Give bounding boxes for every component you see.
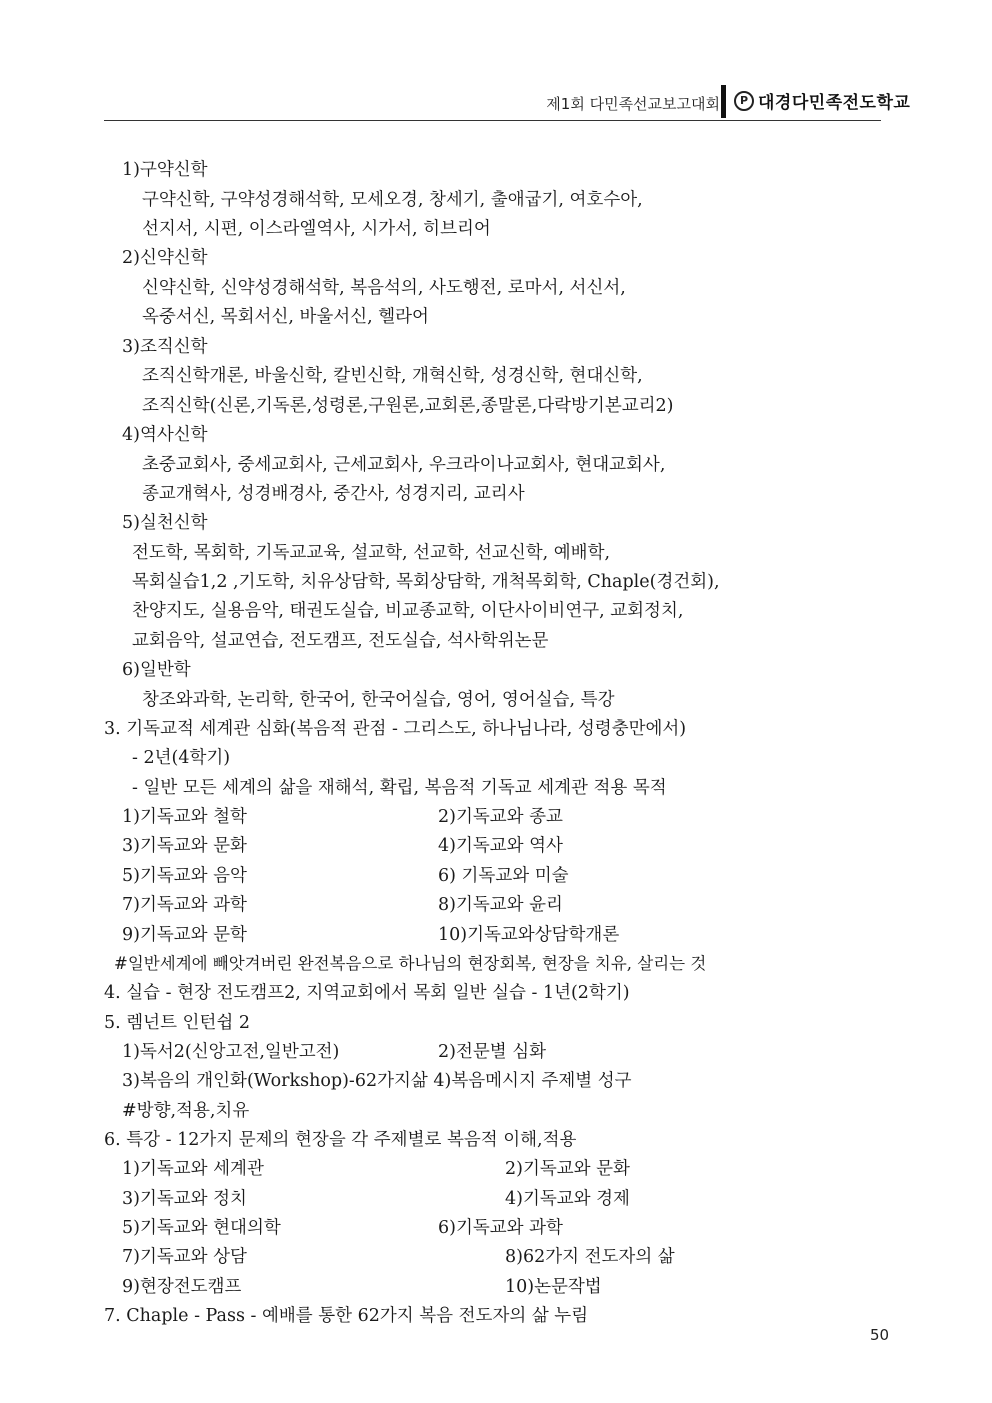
dash-item: - 일반 모든 세계의 삶을 재해석, 확립, 복음적 기독교 세계관 적용 목적 xyxy=(132,778,667,798)
list-item: 4)기독교와 경제 xyxy=(505,1189,630,1209)
list-item: 1)기독교와 세계관 xyxy=(122,1159,264,1179)
header-title: 제1회 다민족선교보고대회 xyxy=(546,95,720,113)
subsection-heading: 2)신약신학 xyxy=(122,248,208,268)
school-logo xyxy=(734,88,910,113)
list-item: 3)기독교와 문화 xyxy=(122,836,247,856)
note-line: #방향,적용,치유 xyxy=(122,1101,250,1121)
course-list-line: 구약신학, 구약성경해석학, 모세오경, 창세기, 출애굽기, 여호수아, xyxy=(142,190,643,210)
section-heading: 6. 특강 - 12가지 문제의 현장을 각 주제별로 복음적 이해,적용 xyxy=(104,1130,577,1150)
course-list-line: 신약신학, 신약성경해석학, 복음석의, 사도행전, 로마서, 서신서, xyxy=(142,278,626,298)
section-heading: 3. 기독교적 세계관 심화(복음적 관점 - 그리스도, 하나님나라, 성령충만에서) xyxy=(104,719,687,739)
list-item: 10)논문작법 xyxy=(505,1277,602,1297)
course-list-line: 선지서, 시편, 이스라엘역사, 시가서, 히브리어 xyxy=(142,219,491,239)
list-item: 5)기독교와 음악 xyxy=(122,866,247,886)
subsection-heading: 4)역사신학 xyxy=(122,425,208,445)
course-list-line: 목회실습1,2 ,기도학, 치유상담학, 목회상담학, 개척목회학, Chaple(경건회), xyxy=(132,572,720,592)
list-item: 4)기독교와 역사 xyxy=(438,836,563,856)
list-item: 10)기독교와상담학개론 xyxy=(438,925,620,945)
course-list-line: 찬양지도, 실용음악, 태권도실습, 비교종교학, 이단사이비연구, 교회정치, xyxy=(132,601,684,621)
list-item: 5)기독교와 현대의학 xyxy=(122,1218,281,1238)
subsection-heading: 5)실천신학 xyxy=(122,513,208,533)
list-item: 2)기독교와 종교 xyxy=(438,807,563,827)
list-item: 7)기독교와 상담 xyxy=(122,1247,247,1267)
course-list-line: 조직신학개론, 바울신학, 칼빈신학, 개혁신학, 성경신학, 현대신학, xyxy=(142,366,643,386)
course-list-line: 창조와과학, 논리학, 한국어, 한국어실습, 영어, 영어실습, 특강 xyxy=(142,690,615,710)
section-heading: 4. 실습 - 현장 전도캠프2, 지역교회에서 목회 일반 실습 - 1년(2학기) xyxy=(104,983,630,1003)
list-item: 1)기독교와 철학 xyxy=(122,807,247,827)
list-item: 1)독서2(신앙고전,일반고전) xyxy=(122,1042,340,1062)
list-item: 7)기독교와 과학 xyxy=(122,895,247,915)
header-divider-bar xyxy=(721,85,726,118)
logo-text: 대경다민족전도학교 xyxy=(758,93,911,113)
subsection-heading: 6)일반학 xyxy=(122,660,191,680)
course-list-line: 조직신학(신론,기독론,성령론,구원론,교회론,종말론,다락방기본교리2) xyxy=(142,396,674,416)
logo-emblem-icon: P xyxy=(734,91,754,111)
list-item: 6) 기독교와 미술 xyxy=(438,866,569,886)
list-item: 6)기독교와 과학 xyxy=(438,1218,563,1238)
section-heading: 5. 렘넌트 인턴쉽 2 xyxy=(104,1013,250,1033)
header-rule xyxy=(104,120,881,121)
section-heading: 7. Chaple - Pass - 예배를 통한 62가지 복음 전도자의 삶 누림 xyxy=(104,1306,589,1326)
page-number: 50 xyxy=(870,1326,890,1344)
list-item: 9)현장전도캠프 xyxy=(122,1277,242,1297)
list-item: 2)기독교와 문화 xyxy=(505,1159,630,1179)
course-list-line: 종교개혁사, 성경배경사, 중간사, 성경지리, 교리사 xyxy=(142,484,525,504)
course-list-line: 옥중서신, 목회서신, 바울서신, 헬라어 xyxy=(142,307,429,327)
note-line: #일반세계에 빼앗겨버린 완전복음으로 하나님의 현장회복, 현장을 치유, 살리는 것 xyxy=(114,954,707,973)
list-item: 8)62가지 전도자의 삶 xyxy=(505,1247,675,1267)
subsection-heading: 1)구약신학 xyxy=(122,160,208,180)
list-item: 2)전문별 심화 xyxy=(438,1042,547,1062)
dash-item: - 2년(4학기) xyxy=(132,748,231,768)
list-item: 3)복음의 개인화(Workshop)-62가지삶 4)복음메시지 주제별 성구 xyxy=(122,1071,632,1091)
course-list-line: 교회음악, 설교연습, 전도캠프, 전도실습, 석사학위논문 xyxy=(132,631,549,651)
list-item: 8)기독교와 윤리 xyxy=(438,895,563,915)
course-list-line: 초중교회사, 중세교회사, 근세교회사, 우크라이나교회사, 현대교회사, xyxy=(142,455,666,475)
subsection-heading: 3)조직신학 xyxy=(122,337,208,357)
course-list-line: 전도학, 목회학, 기독교교육, 설교학, 선교학, 선교신학, 예배학, xyxy=(132,543,611,563)
list-item: 3)기독교와 정치 xyxy=(122,1189,247,1209)
list-item: 9)기독교와 문학 xyxy=(122,925,247,945)
